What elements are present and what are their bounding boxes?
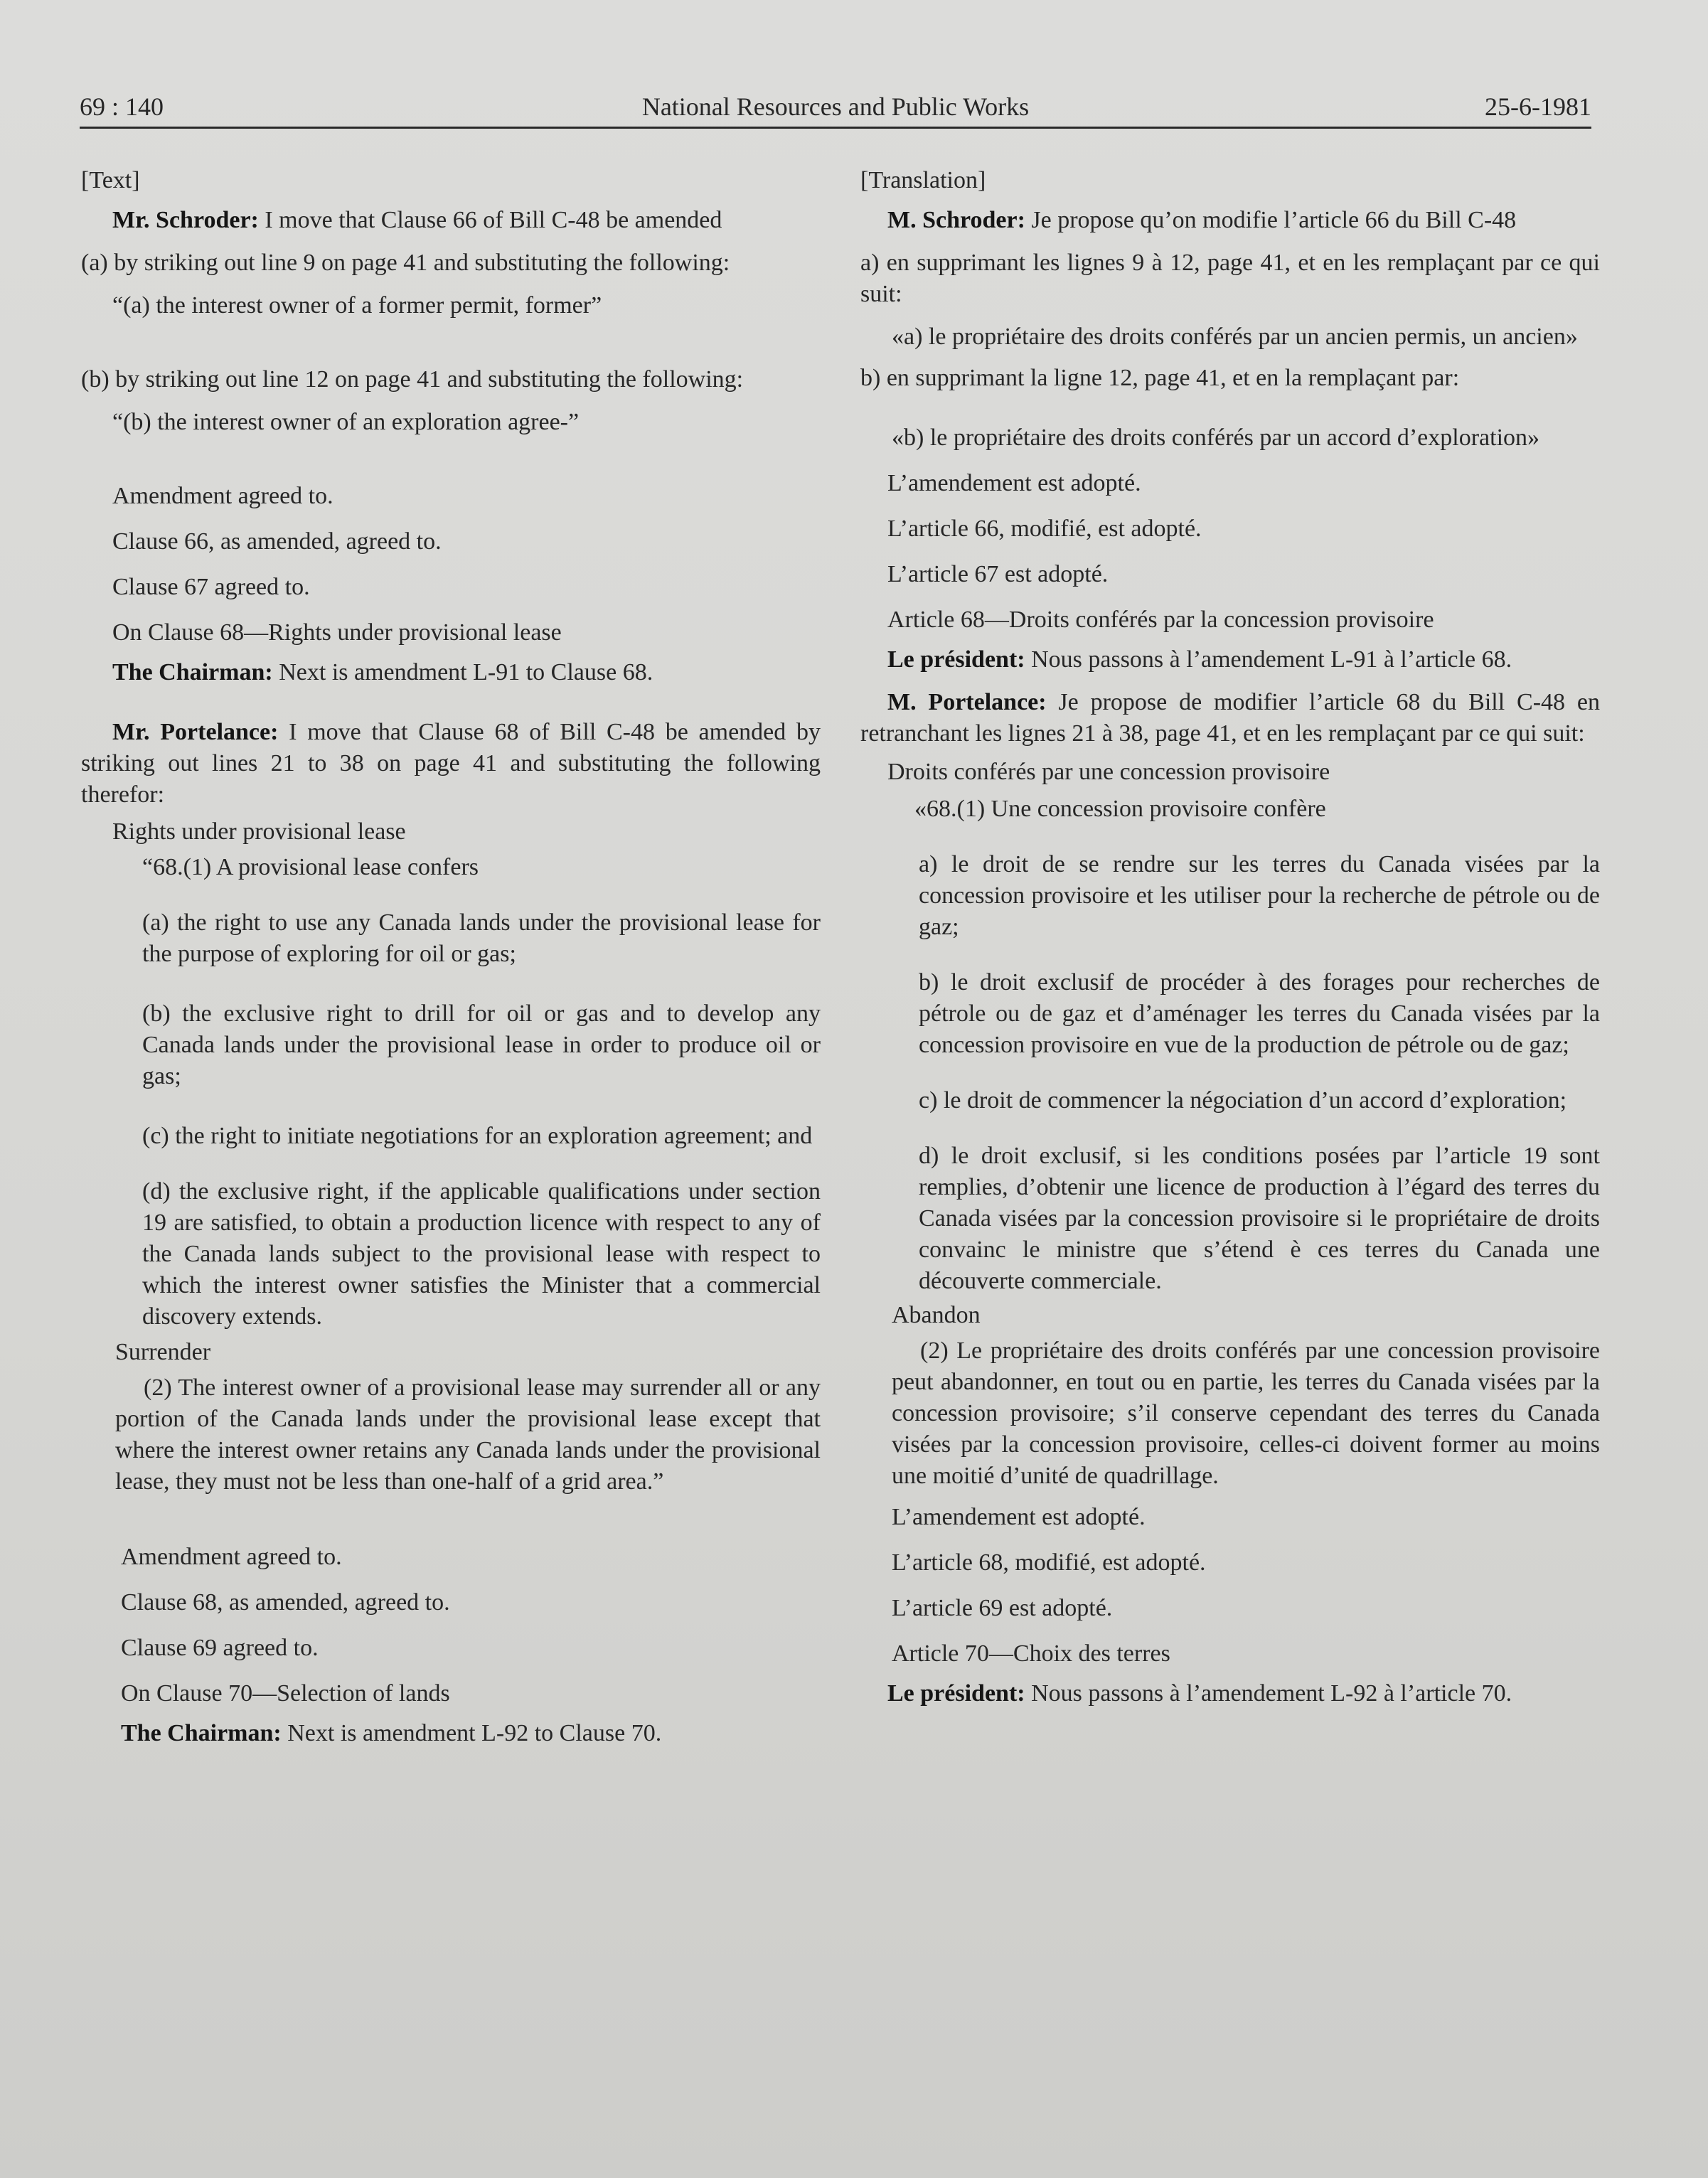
clause-paragraph-d: (d) the exclusive right, if the applicable qualifications under section 19 are satisfied, to obtain a production licence with respect to any of the Canada lands subject to the provisional lease with respect to which the interest owner satisfies the Minister that a commercial discovery extends. bbox=[142, 1178, 821, 1330]
english-column bbox=[81, 165, 821, 1763]
schroder-motion bbox=[81, 205, 821, 236]
motion-text: I move that Clause 68 of Bill C-48 be amended by striking out lines 21 to 38 on page 41 and substituting the following therefor: bbox=[81, 719, 821, 808]
speaker-name: The Chairman: bbox=[121, 1720, 282, 1746]
chairman-text: Next is amendment L-92 to Clause 70. bbox=[281, 1720, 662, 1746]
amendment-item-a: (a) by striking out line 9 on page 41 and substituting the following: bbox=[81, 250, 730, 276]
status-line: Amendment agreed to. bbox=[121, 1544, 342, 1570]
clause-paragraph-b: (b) the exclusive right to drill for oil or gas and to develop any Canada lands under the provisional lease in order to produce oil or gas; bbox=[142, 1000, 821, 1089]
speaker-name: The Chairman: bbox=[112, 659, 273, 685]
running-header bbox=[80, 87, 1591, 129]
amendment-item-b: b) en supprimant la ligne 12, page 41, et en la remplaçant par: bbox=[860, 365, 1460, 391]
chairman-line bbox=[121, 1718, 821, 1749]
clause-heading: Article 68—Droits conférés par la concession provisoire bbox=[887, 607, 1434, 633]
clause-paragraph-a: (a) the right to use any Canada lands under the provisional lease for the purpose of exploring for oil or gas; bbox=[142, 909, 821, 967]
quoted-text-b: “(b) the interest owner of an exploration agree-” bbox=[112, 409, 580, 435]
header-title: National Resources and Public Works bbox=[641, 92, 1030, 121]
president-text: Nous passons à l’amendement L-92 à l’article 70. bbox=[1025, 1680, 1512, 1707]
chairman-line bbox=[112, 657, 821, 688]
status-line: L’article 66, modifié, est adopté. bbox=[887, 516, 1202, 542]
clause-subsection-2: (2) Le propriétaire des droits conférés par une concession provisoire peut abandonner, en tout ou en partie, les terres du Canada visées par la concession provisoire; s’il conserve cependant des terres du Canada visées par la concession provisoire, celles-ci doivent former au moins une moitié d’unité de quadrillage. bbox=[892, 1338, 1600, 1489]
president-line bbox=[860, 644, 1600, 676]
president-line bbox=[860, 1678, 1600, 1709]
portelance-motion bbox=[860, 687, 1600, 749]
speaker-name: M. Schroder: bbox=[887, 207, 1025, 233]
status-line: Clause 67 agreed to. bbox=[112, 574, 310, 600]
chairman-text: Next is amendment L-91 to Clause 68. bbox=[272, 659, 653, 685]
schroder-motion bbox=[860, 205, 1600, 236]
clause-paragraph-c: (c) the right to initiate negotiations for an exploration agreement; and bbox=[142, 1123, 813, 1149]
marginal-heading: Abandon bbox=[892, 1302, 981, 1328]
marginal-heading: Droits conférés par une concession provisoire bbox=[887, 759, 1330, 785]
clause-paragraph-d: d) le droit exclusif, si les conditions posées par l’article 19 sont remplies, d’obtenir une licence de production à l’égard des terres du Canada visées par la concession provisoire si le propriétaire de droits convainc le ministre que s’étend è ces terres du Canada une découverte commerciale. bbox=[919, 1143, 1600, 1294]
status-line: Clause 68, as amended, agreed to. bbox=[121, 1589, 450, 1616]
clause-paragraph-c: c) le droit de commencer la négociation d’un accord d’exploration; bbox=[919, 1087, 1567, 1114]
marginal-heading: Surrender bbox=[115, 1339, 211, 1365]
clause-heading: On Clause 68—Rights under provisional lease bbox=[112, 619, 562, 646]
motion-text: Je propose qu’on modifie l’article 66 du Bill C-48 bbox=[1025, 207, 1517, 233]
president-text: Nous passons à l’amendement L-91 à l’article 68. bbox=[1025, 646, 1512, 673]
status-line: L’amendement est adopté. bbox=[892, 1504, 1146, 1530]
amendment-item-a: a) en supprimant les lignes 9 à 12, page 41, et en les remplaçant par ce qui suit: bbox=[860, 250, 1600, 307]
clause-paragraph-a: a) le droit de se rendre sur les terres du Canada visées par la concession provisoire et les utiliser pour la recherche de pétrole ou de gaz; bbox=[919, 851, 1600, 940]
clause-paragraph-b: b) le droit exclusif de procéder à des forages pour recherches de pétrole ou de gaz et d’aménager les terres du Canada visées par la concession provisoire en vue de la production de pétrole ou de gaz; bbox=[919, 969, 1600, 1058]
quoted-text-a: “(a) the interest owner of a former permit, former” bbox=[112, 292, 602, 319]
quoted-text-a: «a) le propriétaire des droits conférés par un ancien permis, un ancien» bbox=[892, 324, 1578, 350]
speaker-name: Mr. Portelance: bbox=[112, 719, 279, 745]
status-line: L’article 68, modifié, est adopté. bbox=[892, 1549, 1206, 1576]
amendment-item-b: (b) by striking out line 12 on page 41 and substituting the following: bbox=[81, 366, 744, 393]
french-column bbox=[860, 165, 1600, 1721]
speaker-name: Mr. Schroder: bbox=[112, 207, 259, 233]
speaker-name: Le président: bbox=[887, 646, 1025, 673]
motion-text: I move that Clause 66 of Bill C-48 be amended bbox=[258, 207, 722, 233]
motion-text: Je propose de modifier l’article 68 du Bill C-48 en retranchant les lignes 21 à 38, page 41, et en les remplaçant par ce qui suit: bbox=[860, 689, 1600, 747]
clause-heading: On Clause 70—Selection of lands bbox=[121, 1680, 450, 1707]
clause-heading: Article 70—Choix des terres bbox=[892, 1640, 1170, 1667]
status-line: L’amendement est adopté. bbox=[887, 470, 1141, 496]
translation-label: [Translation] bbox=[860, 167, 986, 193]
page-number: 69 : 140 bbox=[80, 92, 164, 121]
quoted-text-b: «b) le propriétaire des droits conférés par un accord d’exploration» bbox=[892, 425, 1540, 451]
text-label: [Text] bbox=[81, 167, 140, 193]
status-line: Clause 69 agreed to. bbox=[121, 1635, 319, 1661]
clause-subsection-2: (2) The interest owner of a provisional lease may surrender all or any portion of the Canada lands under the provisional lease except that where the interest owner retains any Canada lands under the provisional lease, they must not be less than one-half of a grid area.” bbox=[115, 1374, 821, 1495]
status-line: L’article 69 est adopté. bbox=[892, 1595, 1113, 1621]
header-date: 25-6-1981 bbox=[1485, 92, 1591, 121]
marginal-heading: Rights under provisional lease bbox=[112, 818, 406, 845]
clause-text: «68.(1) Une concession provisoire confère bbox=[914, 796, 1326, 822]
status-line: L’article 67 est adopté. bbox=[887, 561, 1109, 587]
speaker-name: M. Portelance: bbox=[887, 689, 1047, 715]
portelance-motion bbox=[81, 717, 821, 811]
speaker-name: Le président: bbox=[887, 1680, 1025, 1707]
status-line: Amendment agreed to. bbox=[112, 483, 333, 509]
status-line: Clause 66, as amended, agreed to. bbox=[112, 528, 442, 555]
clause-text: “68.(1) A provisional lease confers bbox=[142, 854, 479, 880]
